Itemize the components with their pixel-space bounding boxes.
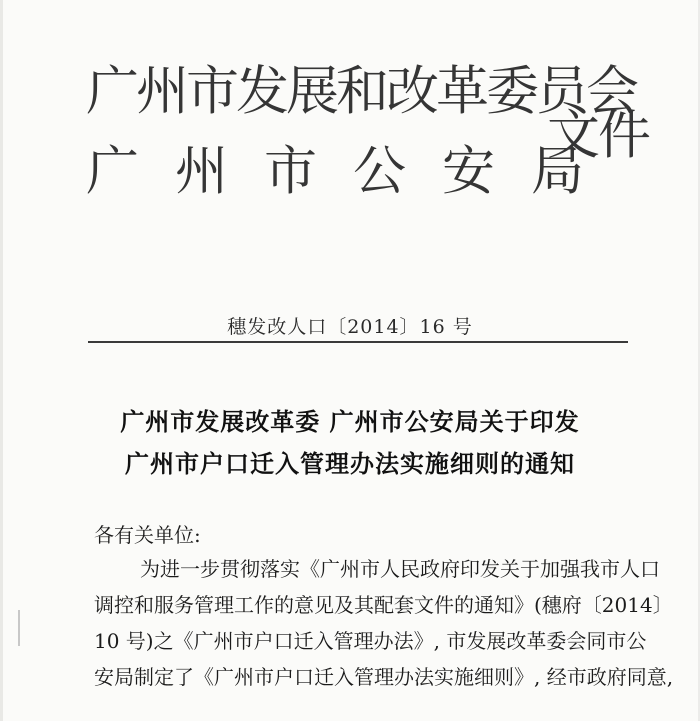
document-title-line-2: 广州市户口迁入管理办法实施细则的通知 (125, 450, 575, 478)
header-divider (88, 341, 628, 343)
body-line: 10 号)之《广州市户口迁入管理办法》, 市发展改革委会同市公 (94, 629, 647, 653)
issuer-name-primary: 广州市发展和改革委员会 (86, 61, 636, 122)
body-line: 为进一步贯彻落实《广州市人民政府印发关于加强我市人口 (140, 557, 660, 581)
salutation: 各有关单位: (94, 523, 201, 547)
scan-edge-left (0, 0, 3, 721)
document-header (86, 61, 649, 222)
issuer-name-secondary: 广州市公安局 (86, 141, 620, 202)
body-line: 调控和服务管理工作的意见及其配套文件的通知》(穗府〔2014〕 (94, 593, 673, 617)
file-label: 文件 (547, 105, 649, 166)
body-line: 安局制定了《广州市户口迁入管理办法实施细则》, 经市政府同意, (94, 665, 674, 689)
body-paragraph (94, 551, 674, 695)
scan-mark (18, 610, 20, 646)
document-title-line-1: 广州市发展改革委 广州市公安局关于印发 (120, 408, 580, 436)
document-number: 穗发改人口〔2014〕16 号 (227, 316, 473, 338)
